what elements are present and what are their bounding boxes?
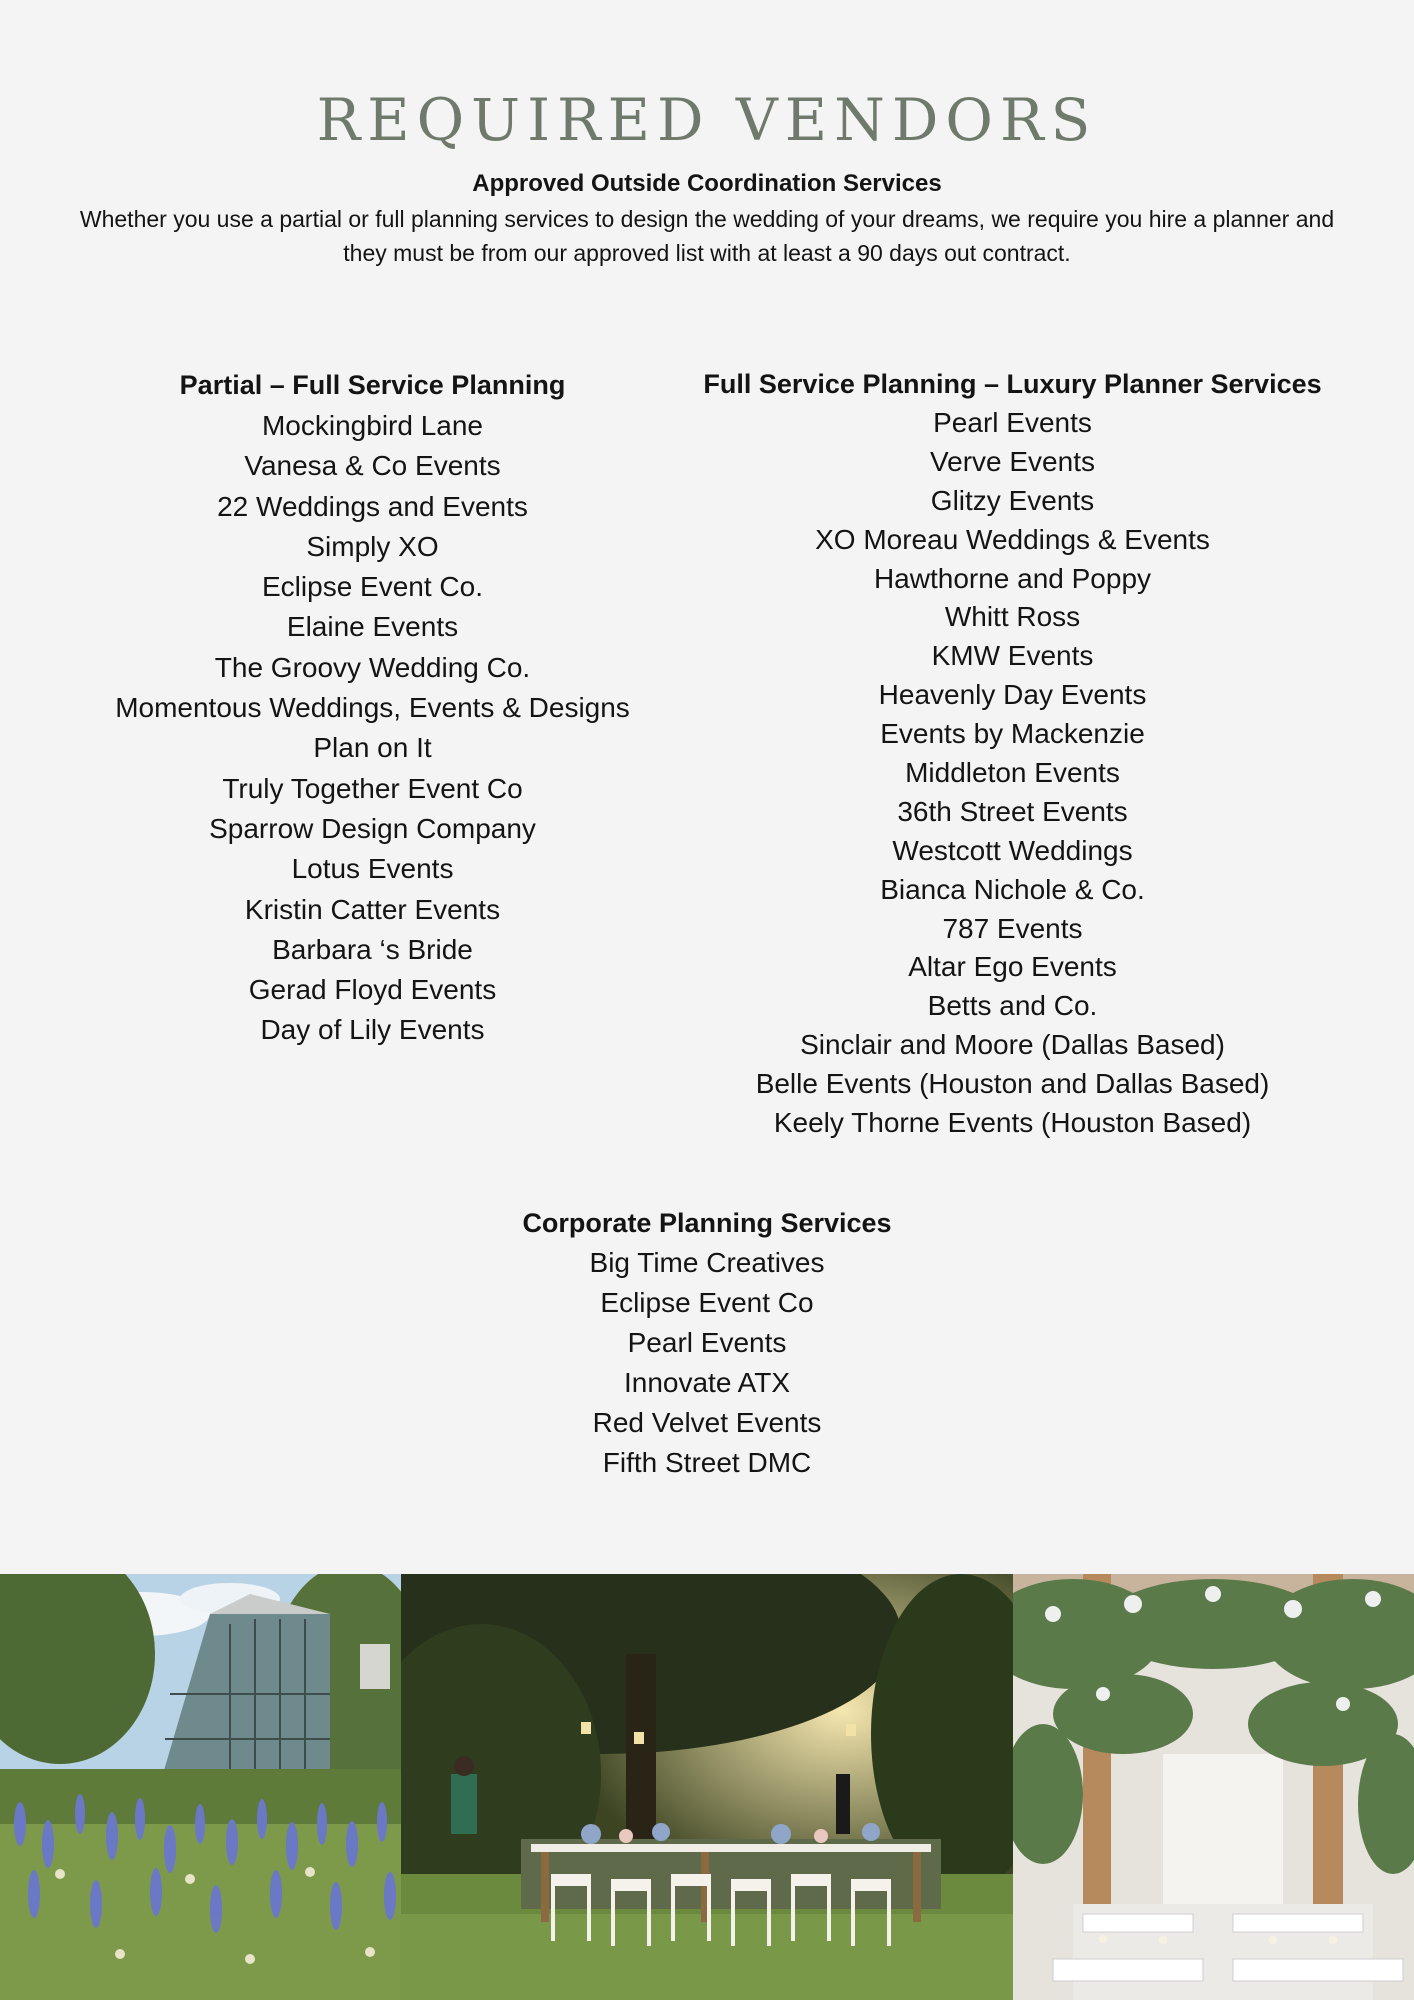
luxury-planning-heading: Full Service Planning – Luxury Planner Services	[703, 369, 1322, 399]
partial-vendor-item: Vanesa & Co Events	[244, 450, 501, 482]
corporate-vendor-item: Innovate ATX	[623, 1367, 791, 1398]
partial-vendor-item: Gerad Floyd Events	[248, 974, 497, 1006]
corporate-vendor-item: Red Velvet Events	[592, 1407, 822, 1438]
outdoor-reception-photo	[401, 1574, 1013, 2000]
luxury-vendor-item: Bianca Nichole & Co.	[880, 873, 1145, 905]
luxury-vendor-item: Hawthorne and Poppy	[873, 562, 1152, 594]
partial-vendor-item: 22 Weddings and Events	[217, 490, 528, 522]
corporate-vendor-item: Big Time Creatives	[589, 1247, 825, 1278]
luxury-vendor-item: Whitt Ross	[944, 601, 1081, 633]
greenhouse-garden-photo	[0, 1574, 401, 2000]
luxury-vendor-item: Middleton Events	[905, 757, 1120, 789]
partial-vendor-item: Sparrow Design Company	[209, 812, 536, 844]
luxury-vendor-item: Westcott Weddings	[892, 834, 1133, 866]
luxury-vendor-item: Altar Ego Events	[908, 951, 1117, 983]
indoor-reception-photo	[1013, 1574, 1414, 2000]
partial-vendor-item: Lotus Events	[291, 853, 454, 885]
luxury-vendor-item: Heavenly Day Events	[878, 679, 1147, 711]
partial-vendor-item: Simply XO	[306, 530, 439, 562]
section-subtitle: Approved Outside Coordination Services	[472, 170, 942, 197]
luxury-vendor-item: KMW Events	[931, 640, 1094, 672]
partial-planning-items	[95, 406, 650, 1051]
luxury-vendor-item: Verve Events	[930, 445, 1095, 477]
partial-vendor-item: Momentous Weddings, Events & Designs	[115, 692, 630, 724]
corporate-planning-list	[457, 1203, 957, 1483]
partial-vendor-item: Elaine Events	[286, 611, 459, 643]
luxury-vendor-item: 36th Street Events	[897, 795, 1128, 827]
partial-planning-heading: Partial – Full Service Planning	[179, 370, 566, 400]
venue-photo-strip	[0, 1574, 1414, 2000]
corporate-vendor-item: Pearl Events	[627, 1327, 787, 1358]
luxury-vendor-item: Pearl Events	[933, 407, 1092, 438]
luxury-vendor-item: Betts and Co.	[927, 990, 1098, 1022]
partial-planning-list	[95, 364, 650, 1051]
corporate-vendor-item: Fifth Street DMC	[602, 1447, 812, 1478]
partial-vendor-item: Day of Lily Events	[260, 1014, 485, 1046]
partial-vendor-item: The Groovy Wedding Co.	[214, 651, 531, 683]
partial-vendor-item: Mockingbird Lane	[261, 410, 484, 441]
partial-vendor-item: Barbara ‘s Bride	[272, 933, 473, 965]
intro-paragraph: Whether you use a partial or full planning services to design the wedding of your dreams, we require you hire a planner and they must be from our approved list with at least a 90 days out contract.	[79, 206, 1335, 266]
corporate-vendor-item: Eclipse Event Co	[600, 1287, 814, 1318]
luxury-planning-items	[700, 404, 1325, 1143]
luxury-vendor-item: Belle Events (Houston and Dallas Based)	[755, 1068, 1270, 1100]
luxury-vendor-item: XO Moreau Weddings & Events	[815, 523, 1210, 555]
luxury-planning-list	[700, 364, 1325, 1143]
luxury-vendor-item: Sinclair and Moore (Dallas Based)	[800, 1029, 1225, 1061]
partial-vendor-item: Plan on It	[313, 732, 432, 764]
luxury-vendor-item: Events by Mackenzie	[880, 718, 1145, 750]
corporate-planning-items	[457, 1243, 957, 1483]
partial-vendor-item: Truly Together Event Co	[222, 772, 523, 804]
corporate-planning-heading: Corporate Planning Services	[522, 1208, 892, 1238]
partial-vendor-item: Kristin Catter Events	[244, 893, 501, 925]
luxury-vendor-item: Keely Thorne Events (Houston Based)	[773, 1107, 1252, 1139]
page-title: REQUIRED VENDORS	[316, 86, 1098, 154]
luxury-vendor-item: Glitzy Events	[930, 484, 1095, 516]
partial-vendor-item: Eclipse Event Co.	[262, 571, 483, 603]
luxury-vendor-item: 787 Events	[942, 912, 1083, 944]
